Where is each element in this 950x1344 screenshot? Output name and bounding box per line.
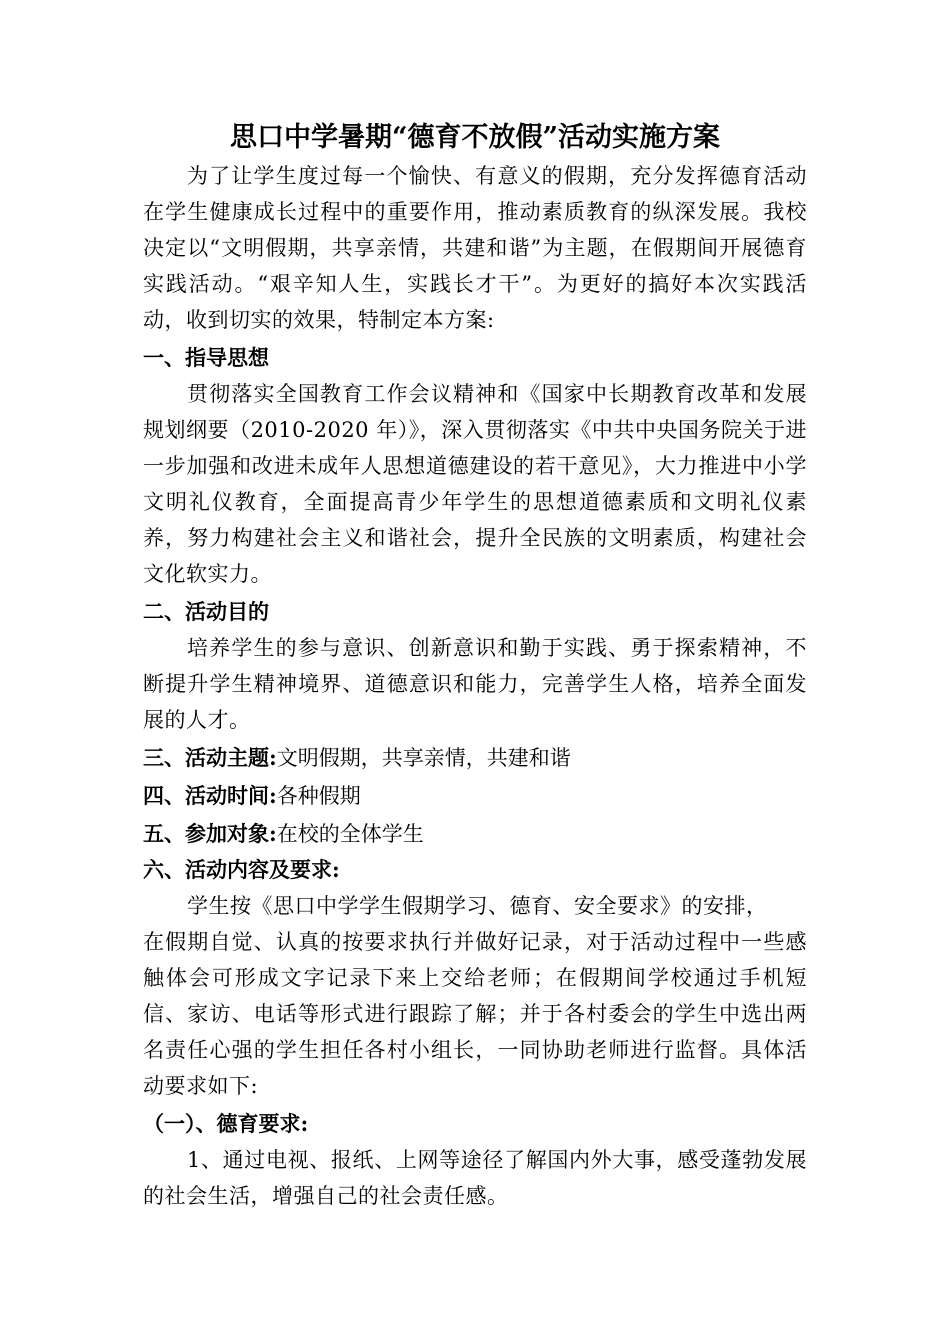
section-value-participants: 在校的全体学生 <box>276 822 424 846</box>
section-heading-theme: 三、活动主题: <box>143 745 277 770</box>
section-body-content: 在假期自觉、认真的按要求执行并做好记录，对于活动过程中一些感触体会可形成文字记录下来上交给老师；在假期间学校通过手机短信、家访、电话等形式进行跟踪了解；并于各村委会的学生中选出两名责任心强的学生担任各村小组长，一同协助老师进行监督。具体活动要求如下: <box>143 930 807 1098</box>
section-heading-time: 四、活动时间: <box>143 783 277 808</box>
subsection-item-1: 1、通过电视、报纸、上网等途径了解国内外大事，感受蓬勃发展的社会生活，增强自己的社会责任感。 <box>143 1148 807 1208</box>
section-heading-participants: 五、参加对象: <box>143 821 277 846</box>
document-body <box>143 158 807 1214</box>
section-body-purpose: 培养学生的参与意识、创新意识和勤于实践、勇于探索精神，不断提升学生精神境界、道德意识和能力，完善学生人格，培养全面发展的人才。 <box>143 636 807 732</box>
section-body-guiding-thought: 贯彻落实全国教育工作会议精神和《国家中长期教育改革和发展规划纲要（2010-2020 年）》，深入贯彻落实《中共中央国务院关于进一步加强和改进未成年人思想道德建设的若干意见》，大力推进中小学文明礼仪教育，全面提高青少年学生的思想道德素质和文明礼仪素养，努力构建社会主义和谐社会，提升全民族的文明素质，构建社会文化软实力。 <box>143 382 807 586</box>
section-heading-content: 六、活动内容及要求: <box>143 857 340 882</box>
section-theme <box>143 740 807 776</box>
section-time <box>143 778 807 814</box>
document-title: 思口中学暑期“德育不放假”活动实施方案 <box>229 122 721 153</box>
section-participants <box>143 816 807 852</box>
section-heading-guiding-thought: 一、指导思想 <box>143 345 269 370</box>
section-body-content-line1: 学生按《思口中学学生假期学习、德育、安全要求》的安排， <box>187 894 768 918</box>
subsection-heading-moral: （一）、德育要求: <box>143 1111 309 1136</box>
section-heading-purpose: 二、活动目的 <box>143 599 269 624</box>
section-value-theme: 文明假期，共享亲情，共建和谐 <box>276 746 571 770</box>
intro-paragraph: 为了让学生度过每一个愉快、有意义的假期，充分发挥德育活动在学生健康成长过程中的重要作用，推动素质教育的纵深发展。我校决定以“文明假期，共享亲情，共建和谐”为主题，在假期间开展德育实践活动。“艰辛知人生，实践长才干”。为更好的搞好本次实践活动，收到切实的效果，特制定本方案: <box>143 164 807 332</box>
section-value-time: 各种假期 <box>276 784 361 808</box>
